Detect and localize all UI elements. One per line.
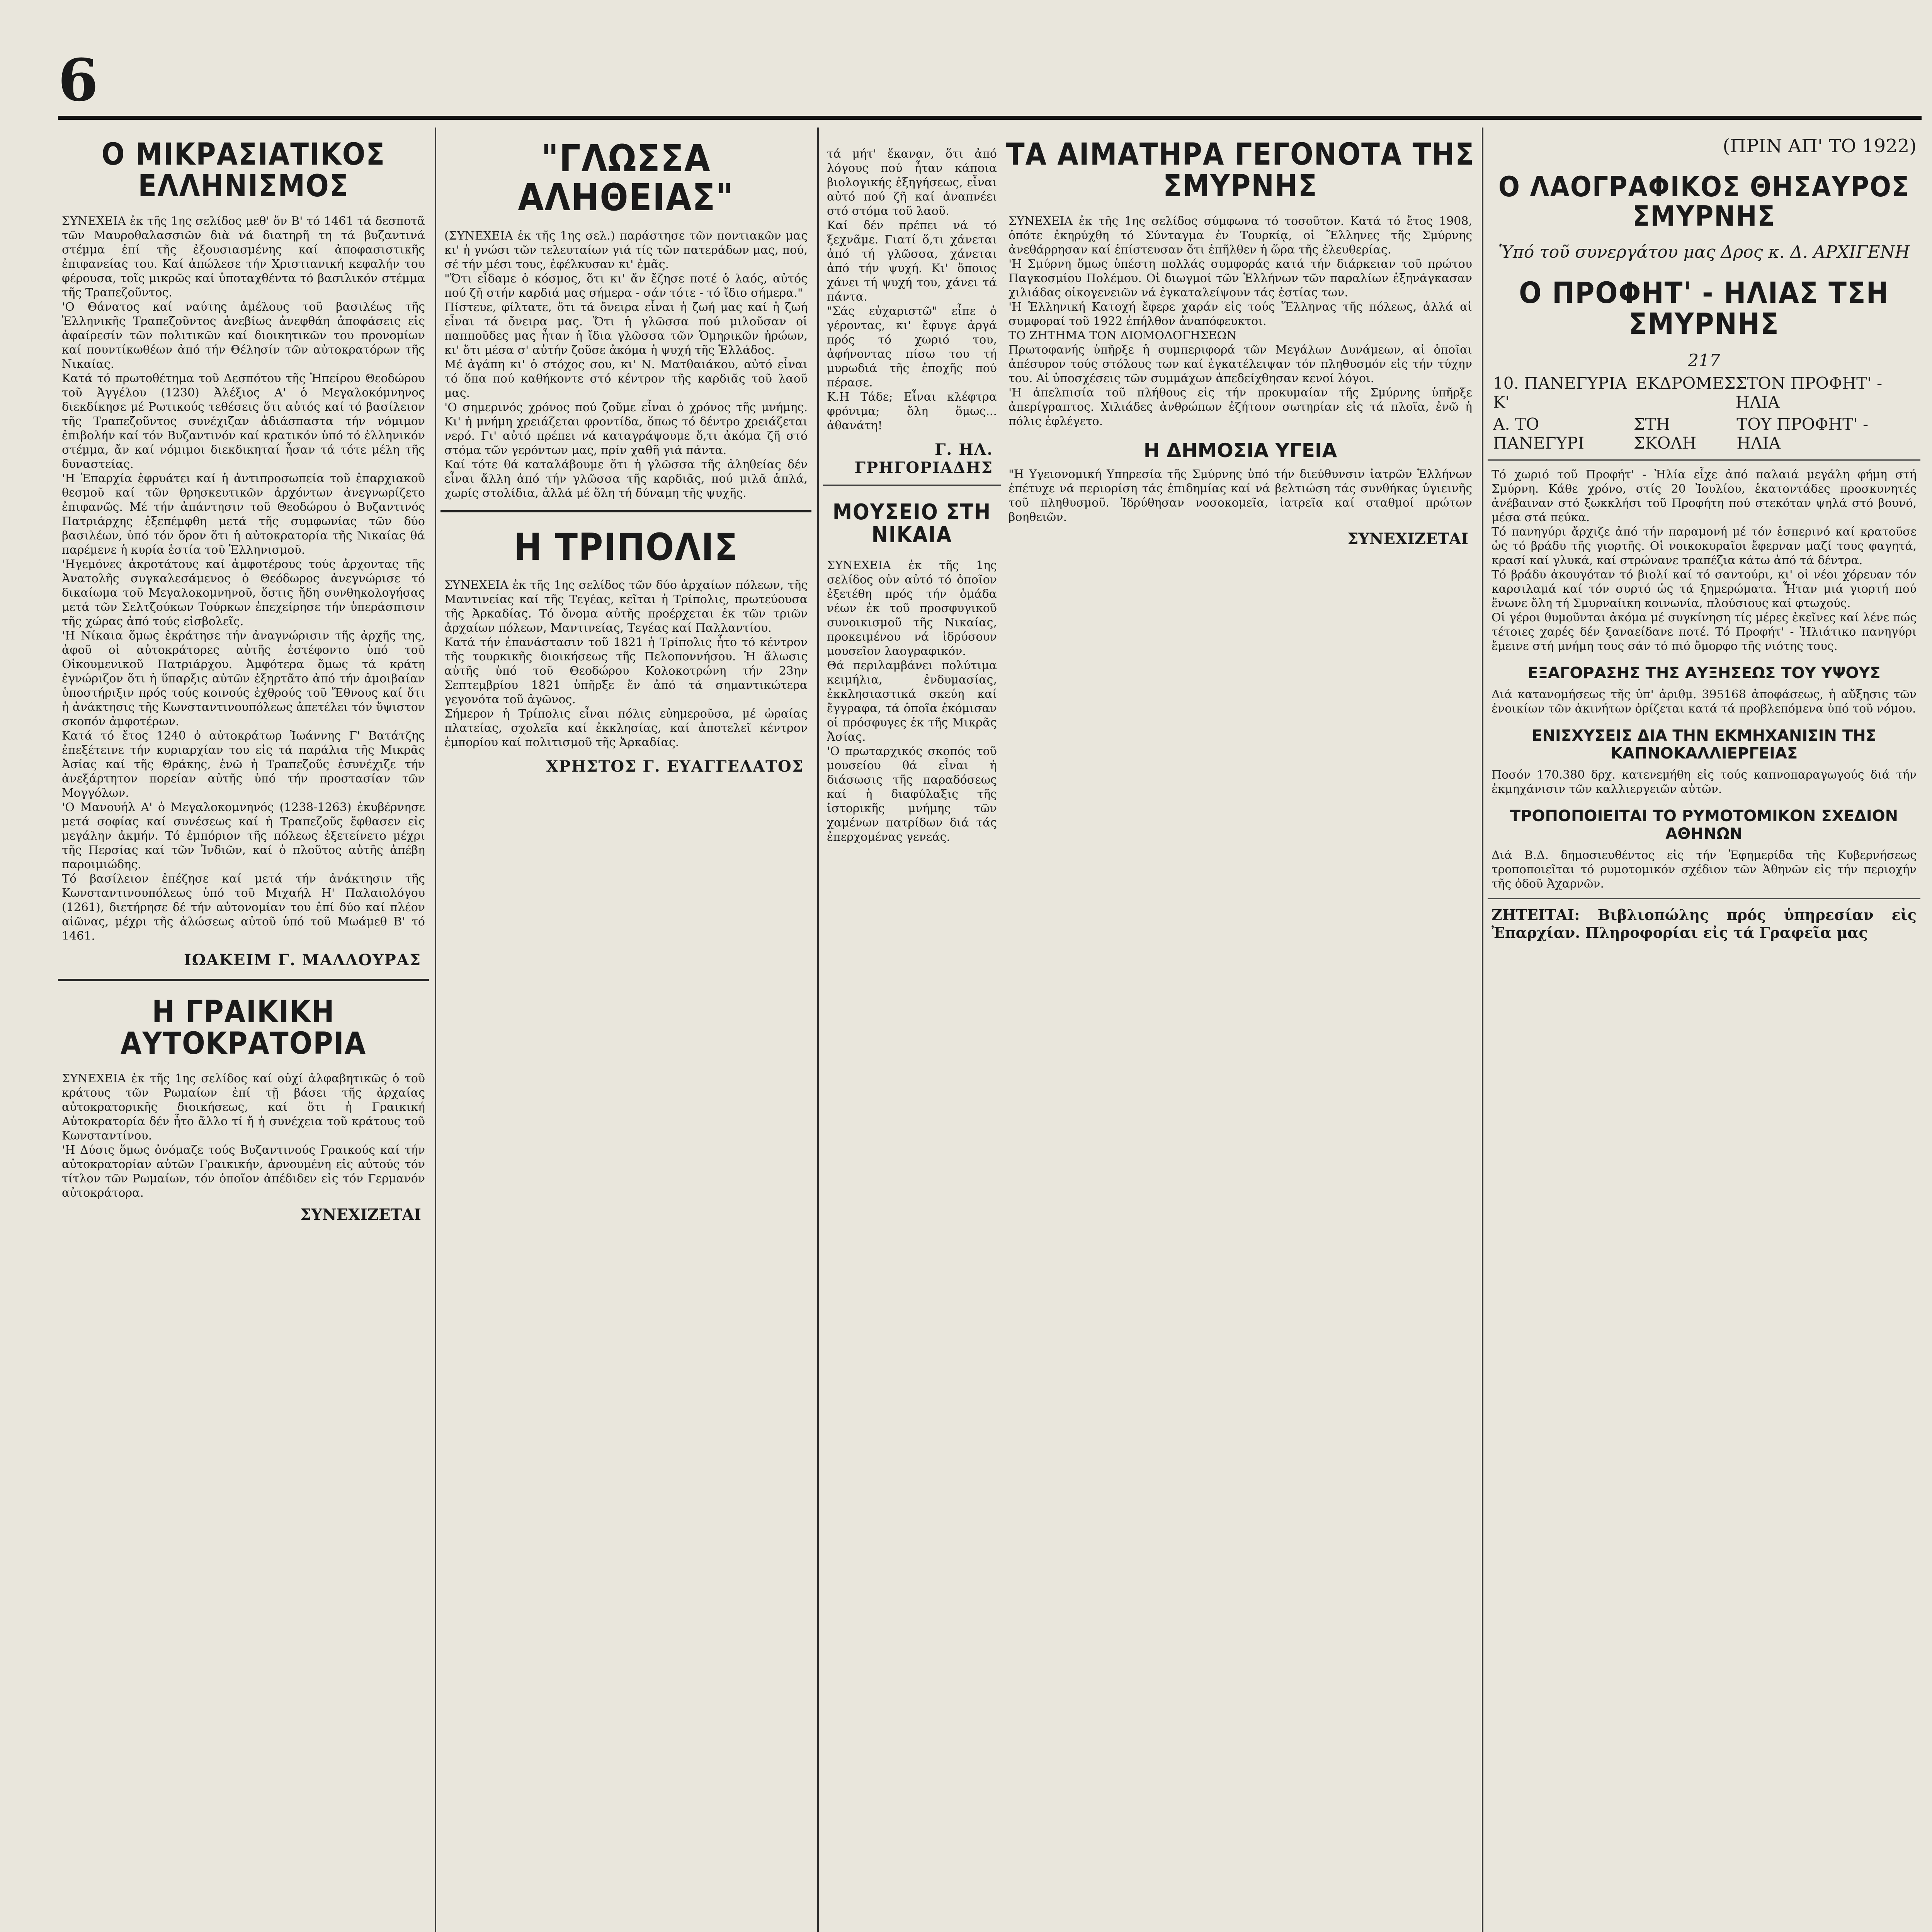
article-body: ΣΥΝΕΧΕΙΑ ἐκ τῆς 1ης σελίδος καί οὐχί ἀλφαβητικῶς ὁ τοῦ κράτους τῶν Ρωμαίων ἐπί τῇ βάσει τῆς ἀρχαίας αὐτοκρατορικῆς διοικήσεως, καί ὅτι ἡ Γραικική Αὐτοκρατορία δέν ἦτο ἄλλο τί ἤ ἡ συνέχεια τοῦ κράτους τοῦ Κωνσταντίνου. 'Η Δύσις ὅμως ὀνόμαζε τούς Βυζαντινούς Γραικούς καί τήν αὐτοκρατορίαν αὐτῶν Γραικικήν, ἀρνουμένη εἰς αὐτούς τόν τίτλον τῶν Ρωμαίων, τόν ὁποῖον ἀπέδιδεν εἰς τόν Γερμανόν αὐτοκράτορα. xyxy=(62,1071,425,1200)
article-body: "Η Υγειονομική Υπηρεσία τῆς Σμύρνης ὑπό τήν διεύθυνσιν ἰατρῶν Ἑλλήνων ἐπέτυχε νά περιορίση τάς ἐπιδημίας καί νά βελτιώση τάς συνθήκας ὑγιεινῆς τοῦ πληθυσμοῦ. Ἱδρύθησαν νοσοκομεῖα, ἰατρεῖα καί σταθμοί πρώτων βοηθειῶν. xyxy=(1009,467,1476,524)
column-mouseio xyxy=(823,124,1001,1932)
table-row xyxy=(1493,415,1915,452)
article-byline: ΙΩΑΚΕΙΜ Γ. ΜΑΛΛΟΥΡΑΣ xyxy=(184,951,421,969)
article-body: ΣΥΝΕΧΕΙΑ ἐκ τῆς 1ης σελίδος τῶν δύο ἀρχαίων πόλεων, τῆς Μαντινείας καί τῆς Τεγέας, κεῖται ἡ Τρίπολις, πρωτεύουσα τῆς Ἀρκαδίας. Τό ὄνομα αὐτῆς προέρχεται ἐκ τῶν τριῶν ἀρχαίων πόλεων, Μαντινείας, Τεγέας καί Παλλαντίου. Κατά τήν ἐπανάστασιν τοῦ 1821 ἡ Τρίπολις ἦτο τό κέντρον τῆς τουρκικῆς διοικήσεως τῆς Πελοποννήσου. Ἡ ἅλωσις αὐτῆς ὑπό τοῦ Θεοδώρου Κολοκοτρώνη τήν 23ην Σεπτεμβρίου 1821 ὑπῆρξε ἕν ἀπό τά σημαντικώτερα γεγονότα τοῦ ἀγῶνος. Σήμερον ἡ Τρίπολις εἶναι πόλις εὐημεροῦσα, μέ ὡραίας πλατείας, σχολεῖα καί ἐκκλησίας, καί ἀποτελεῖ κέντρον ἐμπορίου καί πολιτισμοῦ τῆς Ἀρκαδίας. xyxy=(444,578,808,750)
section-table xyxy=(1488,374,1920,452)
section-subhead: Η ΔΗΜΟΣΙΑ ΥΓΕΙΑ xyxy=(1143,439,1337,462)
column-rule xyxy=(817,128,819,1932)
article-headline: ΜΟΥΣΕΙΟ ΣΤΗ ΝΙΚΑΙΑ xyxy=(832,500,992,548)
article-headline: "ΓΛΩΣΣΑ ΑΛΗΘΕΙΑΣ" xyxy=(518,137,734,219)
column-rule xyxy=(1482,128,1483,1932)
article-byline: Γ. ΗΛ. ΓΡΗΓΟΡΙΑΔΗΣ xyxy=(854,440,993,477)
article-body: ΣΥΝΕΧΕΙΑ ἐκ τῆς 1ης σελίδος οὐν αὐτό τό ὁποῖον ἐξετέθη πρός τήν ὁμάδα νέων ἐκ τοῦ προσφυγικοῦ συνοικισμοῦ τῆς Νικαίας, προκειμένου νά ἱδρύσουν μουσεῖον λαογραφικόν. Θά περιλαμβάνει πολύτιμα κειμήλια, ἐνδυμασίας, ἐκκλησιαστικά σκεύη καί ἔγγραφα, τά ὁποῖα ἐκόμισαν οἱ πρόσφυγες ἐκ τῆς Μικρᾶς Ἀσίας. 'Ο πρωταρχικός σκοπός τοῦ μουσείου θά εἶναι ἡ διάσωσις τῆς παραδόσεως καί ἡ διαφύλαξις τῆς ἱστορικῆς μνήμης τῶν χαμένων πατρίδων διά τάς ἐπερχομένας γενεάς. xyxy=(827,558,997,844)
article-body: Διά Β.Δ. δημοσιευθέντος εἰς τήν Ἐφημερίδα τῆς Κυβερνήσεως τροποποιεῖται τό ρυμοτομικόν σχέδιον τῶν Ἀθηνῶν εἰς τήν περιοχήν τῆς ὁδοῦ Ἀχαρνῶν. xyxy=(1492,848,1920,891)
classified-notice: ΖΗΤΕΙΤΑΙ: Βιβλιοπώλης πρός ὑπηρεσίαν εἰς Ἐπαρχίαν. Πληροφορίαι εἰς τά Γραφεῖα μας xyxy=(1492,906,1922,941)
article-headline: Η ΓΡΑΙΚΙΚΗ ΑΥΤΟΚΡΑΤΟΡΙΑ xyxy=(120,994,367,1061)
section-divider xyxy=(823,485,1001,486)
article-number: 217 xyxy=(1688,350,1720,371)
table-cell: ΕΚΔΡΟΜΕΣ xyxy=(1636,373,1736,393)
article-headline: Ο ΠΡΟΦΗΤ' - ΗΛΙΑΣ ΤΣΗ ΣΜΥΡΝΗΣ xyxy=(1519,276,1889,341)
table-row xyxy=(1493,374,1915,412)
table-cell: ΤΟΥ ΠΡΟΦΗΤ' - ΗΛΙΑ xyxy=(1736,414,1869,452)
section-subhead: ΤΡΟΠΟΠΟΙΕΙΤΑΙ ΤΟ ΡΥΜΟΤΟΜΙΚΟΝ ΣΧΕΔΙΟΝ ΑΘΗΝΩΝ xyxy=(1510,807,1898,843)
column-smyrni-events xyxy=(1005,124,1476,1932)
article-body: (ΣΥΝΕΧΕΙΑ ἐκ τῆς 1ης σελ.) παράστησε τῶν ποντιακῶν μας κι' ἡ γνώσι τῶν τελευταίων γιά τίς τῶν πατεράδων μας, πού, σέ τήν μέσι τους, ἐφέλκυσαν κι' ἐμᾶς. "Ὅτι εἶδαμε ὁ κόσμος, ὅτι κι' ἄν ἔζησε ποτέ ὁ λαός, αὐτός πού ζῆ στήν καρδιά μας σήμερα - σάν τότε - τό ἴδιο σήμερα." Πίστευε, φίλτατε, ὅτι τά ὄνειρα εἶναι ἡ ζωή μας καί ἡ ζωή εἶναι τά ὄνειρα μας. Ὅτι ἡ γλῶσσα πού μιλοῦσαν οἱ παπποῦδες μας ἦταν ἡ ἴδια γλῶσσα τῶν Ὁμηρικῶν ἡρώων, κι' ὅτι μέσα σ' αὐτήν ζοῦσε ἀκόμα ἡ ψυχή τῆς Ἑλλάδος. Μέ ἀγάπη κι' ὁ στόχος σου, κι' Ν. Ματθαιάκου, αὐτό εἶναι τό ὅπα πού καθήκοντε στό κέντρον τῆς καρδιᾶς τοῦ λαοῦ μας. 'Ο σημερινός χρόνος πού ζοῦμε εἶναι ὁ χρόνος τῆς μνήμης. Κι' ἡ μνήμη χρειάζεται φροντίδα, ὅπως τό δέντρο χρειάζεται νερό. Γι' αὐτό πρέπει νά καταγράψουμε ὅ,τι ἀκόμα ζῆ στό στόμα τῶν γερόντων μας, πρίν χαθῆ γιά πάντα. Καί τότε θά καταλάβουμε ὅτι ἡ γλῶσσα τῆς ἀληθείας δέν εἶναι ἄλλη ἀπό τήν γλῶσσα τῆς καρδιᾶς, πού μιλᾶ ἁπλά, χωρίς στολίδια, ἀλλά μέ ὅλη τή δύναμη τῆς ψυχῆς. xyxy=(444,229,808,500)
table-cell: ΣΤΟΝ ΠΡΟΦΗΤ' - ΗΛΙΑ xyxy=(1735,373,1883,412)
article-headline: Ο ΜΙΚΡΑΣΙΑΤΙΚΟΣ ΕΛΛΗΝΙΣΜΟΣ xyxy=(101,137,386,204)
article-body: τά μήτ' ἔκαναν, ὅτι ἀπό λόγους πού ἦταν κάποια βιολογικής ἐξηγήσεως, εἶναι αὐτό πού ζῆ καί ἀναπνέει στό στόμα τοῦ λαοῦ. Καί δέν πρέπει νά τό ξεχνᾶμε. Γιατί ὅ,τι χάνεται ἀπό τή γλῶσσα, χάνεται ἀπό τήν ψυχή. Κι' ὅποιος χάνει τή ψυχή του, χάνει τά πάντα. "Σάς εὐχαριστῶ" εἶπε ὁ γέροντας, κι' ἔφυγε ἀργά πρός τό χωριό του, ἀφήνοντας πίσω του τή μυρωδιά τῆς ἐποχῆς πού πέρασε. Κ.Η Τάδε; Εἶναι κλέφτρα φρόνιμα; ὅλη ὅμως... ἀθανάτη! xyxy=(827,147,997,432)
article-headline: Η ΤΡΙΠΟΛΙΣ xyxy=(514,525,738,569)
article-body: ΣΥΝΕΧΕΙΑ ἐκ τῆς 1ης σελίδος σύμφωνα τό τοσοῦτον. Κατά τό ἔτος 1908, ὁπότε ἐκηρύχθη τό Σύνταγμα ἐν Τουρκίᾳ, οἱ Ἕλληνες τῆς Σμύρνης ἀνεθάρρησαν καί ἐπίστευσαν ὅτι ἐπῆλθεν ἡ ὥρα τῆς ἐλευθερίας. 'Η Σμύρνη ὅμως ὑπέστη πολλάς συμφοράς κατά τήν διάρκειαν τοῦ πρώτου Παγκοσμίου Πολέμου. Οἱ διωγμοί τῶν Ἑλλήνων τῶν παραλίων ἐξηνάγκασαν χιλιάδας οἰκογενειῶν νά ἐγκαταλείψουν τάς ἑστίας των. 'Η Ἑλληνική Κατοχή ἔφερε χαράν εἰς τούς Ἕλληνας τῆς πόλεως, ἀλλά αἱ συμφοραί τοῦ 1922 ἐπήλθον ἀναπόφευκτοι. ΤΟ ΖΗΤΗΜΑ ΤΟΝ ΔΙΟΜΟΛΟΓΗΣΕΩΝ Πρωτοφανής ὑπῆρξε ἡ συμπεριφορά τῶν Μεγάλων Δυνάμεων, αἱ ὁποῖαι ἀπέσυρον τούς στόλους των καί ἐγκατέλειψαν τόν πληθυσμόν εἰς τήν τύχην του. Αἱ ὑποσχέσεις τῶν συμμάχων ἀπεδείχθησαν κενοί λόγοι. 'Η ἀπελπισία τοῦ πλήθους εἰς τήν προκυμαίαν τῆς Σμύρνης ὑπῆρξε ἀπερίγραπτος. Χιλιάδες ἀνθρώπων ἐζήτουν σωτηρίαν εἰς τά πλοῖα, ἐνῶ ἡ πόλις ἐφλέγετο. xyxy=(1009,214,1472,428)
section-tag: (ΠΡΙΝ ΑΠ' ΤΟ 1922) xyxy=(1723,135,1917,157)
section-subhead: ΕΞΑΓΟΡΑΣΗΣ ΤΗΣ ΑΥΞΗΣΕΩΣ ΤΟΥ ΥΨΟΥΣ xyxy=(1527,664,1881,682)
table-cell: ΣΤΗ ΣΚΟΛΗ xyxy=(1633,414,1697,452)
article-byline: ΧΡΗΣΤΟΣ Γ. ΕΥΑΓΓΕΛΑΤΟΣ xyxy=(546,757,804,776)
section-divider xyxy=(58,979,429,981)
article-subtitle: Ὑπό τοῦ συνεργάτου μας Δρος κ. Δ. ΑΡΧΙΓΕΝΗ xyxy=(1498,242,1910,262)
section-divider xyxy=(1488,898,1920,899)
top-rule xyxy=(58,116,1922,120)
article-body: Διά κατανομήσεως τῆς ὑπ' ἀριθμ. 395168 ἀποφάσεως, ἡ αὔξησις τῶν ἐνοικίων τῶν ἀκινήτων ὁρίζεται κατά τά προβλεπόμενα ὑπό τοῦ νόμου. xyxy=(1492,687,1920,716)
table-cell: Α. ΤΟ ΠΑΝΕΓΥΡΙ xyxy=(1493,414,1585,452)
article-body: Ποσόν 170.380 δρχ. κατενεμήθη εἰς τούς καπνοπαραγωγούς διά τήν ἐκμηχάνισιν τῶν καλλιεργειῶν αὐτῶν. xyxy=(1492,768,1920,796)
section-subhead: ΕΝΙΣΧΥΣΕΙΣ ΔΙΑ ΤΗΝ ΕΚΜΗΧΑΝΙΣΙΝ ΤΗΣ ΚΑΠΝΟΚΑΛΛΙΕΡΓΕΙΑΣ xyxy=(1532,726,1876,762)
section-divider xyxy=(440,510,811,512)
column-glossa-alitheias xyxy=(440,124,811,1932)
continued-note: ΣΥΝΕΧΙΖΕΤΑΙ xyxy=(1347,529,1468,548)
continued-note: ΣΥΝΕΧΙΖΕΤΑΙ xyxy=(300,1205,421,1224)
column-mikrasiatikos xyxy=(58,124,429,1932)
article-body: Τό χωριό τοῦ Προφήτ' - Ἠλία εἶχε ἀπό παλαιά μεγάλη φήμη στή Σμύρνη. Κάθε χρόνο, στίς 20 Ἰουλίου, ἑκατοντάδες προσκυνητές ἀνέβαιναν στό ξωκκλήσι τοῦ Προφήτη πού στεκόταν ψηλά στό βουνό, μέσα στά πεύκα. Τό πανηγύρι ἄρχιζε ἀπό τήν παραμονή μέ τόν ἑσπερινό καί κρατοῦσε ὡς τό βράδυ τῆς γιορτῆς. Οἱ νοικοκυραῖοι ἔφερναν μαζί τους φαγητά, κρασί καί γλυκά, καί στρώνανε τραπέζια κάτω ἀπό τά δέντρα. Τό βράδυ ἀκουγόταν τό βιολί καί τό σαντούρι, κι' οἱ νέοι χόρευαν τόν καρσιλαμά καί τόν συρτό ὡς τά ξημερώματα. Ἦταν μιά γιορτή πού ἕνωνε ὅλη τή Σμυρναίικη κοινωνία, πλούσιους καί φτωχούς. Οἱ γέροι θυμοῦνται ἀκόμα μέ συγκίνηση τίς μέρες ἐκεῖνες καί λένε πώς τέτοιες χαρές δέν ξαναείδανε ποτέ. Τό Προφήτ' - Ἠλιάτικο πανηγύρι ἔμεινε στή μνήμη τους σάν τό πιό ὄμορφο τῆς νιότης τους. xyxy=(1492,468,1917,653)
column-laografikos xyxy=(1488,124,1920,1932)
article-headline: ΤΑ ΑΙΜΑΤΗΡΑ ΓΕΓΟΝΟΤΑ ΤΗΣ ΣΜΥΡΝΗΣ xyxy=(1006,137,1475,204)
table-cell: 10. ΠΑΝΕΓΥΡΙΑ Κ' xyxy=(1493,373,1627,412)
column-rule xyxy=(435,128,436,1932)
article-body: ΣΥΝΕΧΕΙΑ ἐκ τῆς 1ης σελίδος μεθ' ὅν Β' τό 1461 τά δεσποτᾶ τῶν Μαυροθαλασσιῶν διὰ νά διατηρῆ τη τά βυζαντινά στέμμα ἐπί τῆς ἐξουσιασμένης καί ἀποφασιστικῆς ἐπιφανείας του. Καί ἀπώλεσε τήν Χριστιανική κεφαλήν του φέρουσα, τοῖς μικρῶς καί ὑποταχθέντα τό βασιλικόν στέμμα τῆς Τραπεζοῦντος. 'Ο Θάνατος καί ναύτης ἀμέλους τοῦ βασιλέως τῆς Ἑλληνικῆς Τραπεζοῦντος ἀνεβίως ἀνεφθάη ἀποφάσεις εἰς ἀφαίρεσίν τῶν πολιτικῶν καί διοικητικῶν του προνομίων καί πουντίκωθέων ἀπό τήν Θέλησίν τῶν αὐτοκρατόρων τῆς Νικαίας. Κατά τό πρωτοθέτημα τοῦ Δεσπότου τῆς Ἠπείρου Θεοδώρου τοῦ Ἀγγέλου (1230) Ἀλέξιος Α' ὁ Μεγαλοκόμνηνος διεκδίκησε μέ Ρωτικούς τεθέσεις ὅτι αὐτός καί τό βασίλειον τῆς Τραπεζοῦντος συνέχιζαν ἀδιάσπαστα τήν νόμιμον ἐπιβολήν καί τόν Βυζαντινόν καί κρατικόν ὑπό τό ἑλληνικόν στέμμα, ἄν καί νόμιμοι διεκδικηταί ἦσαν τά τότε μέλη τῆς δυναστείας. 'Η Ἐπαρχία ἐφρυάτει καί ἡ ἀντιπροσωπεία τοῦ ἐπαρχιακοῦ θεσμοῦ καί τῶν θρησκευτικῶν ἀρχόντων ἀνεγνωρίζετο ἐπιφανῶς. Μέ τήν ἀπάντησιν τοῦ Θεοδώρου ὁ Βυζαντινός Πατριάρχης ἐξεπέμφθη μετά τῆς συμφωνίας τῶν δύο βασιλέων, ὑπό τόν ὅρον ὅτι ἡ αὐτοκρατορία τῆς Νικαίας θά παρέμενε ἡ κυρία ἑστία τοῦ Ἑλληνισμοῦ. 'Ηγεμόνες ἀκροτάτους καί ἀμφοτέρους τούς ἀρχοντας τῆς Ἀνατολῆς συγκαλεσάμενος ὁ Θεόδωρος ἀνεγνώρισε τό δικαίωμα τοῦ Μεγαλοκομνηνοῦ, ὅστις ἤδη συνθηκολογήσας μετά τῶν Σελτζούκων Τούρκων ἐπεχείρησε τήν ὑπεράσπισιν τῆς χώρας ἀπό τούς εἰσβολεῖς. 'Η Νίκαια ὅμως ἐκράτησε τήν ἀναγνώρισιν τῆς ἀρχῆς της, ἀφοῦ οἱ αὐτοκράτορες αὐτῆς ἐστέφοντο ὑπό τοῦ Οἰκουμενικοῦ Πατριάρχου. Ἀμφότερα ὅμως τά κράτη ἐγνώριζον ὅτι ἡ ὕπαρξις αὐτῶν ἐξηρτᾶτο ἀπό τήν ἀμοιβαίαν ὑποστήριξιν πρός τούς κοινούς ἐχθρούς τοῦ Ἔθνους καί ὅτι ἡ ἀνάκτησις τῆς Κωνσταντινουπόλεως ἀπετέλει τόν ὕψιστον σκοπόν ἀμφοτέρων. Κατά τό ἔτος 1240 ὁ αὐτοκράτωρ Ἰωάννης Γ' Βατάτζης ἐπεξέτεινε τήν κυριαρχίαν του εἰς τά παράλια τῆς Μικρᾶς Ἀσίας καί τῆς Θράκης, ἐνῶ ἡ Τραπεζοῦς ἐσυνέχιζε τήν ἀνεξάρτητον πορείαν αὐτῆς ὑπό τήν προστασίαν τῶν Μογγόλων. 'Ο Μανουήλ Α' ὁ Μεγαλοκομνηνός (1238-1263) ἐκυβέρνησε μετά σοφίας καί συνέσεως καί ἡ Τραπεζοῦς ἔφθασεν εἰς μεγάλην ἀκμήν. Τό ἐμπόριον τῆς πόλεως ἐξετείνετο μέχρι τῆς Περσίας καί τῶν Ἰνδιῶν, καί ὁ πλοῦτος αὐτῆς ἀπέβη παροιμιώδης. Τό βασίλειον ἐπέζησε καί μετά τήν ἀνάκτησιν τῆς Κωνσταντινουπόλεως ὑπό τοῦ Μιχαήλ Η' Παλαιολόγου (1261), διετήρησε δέ τήν αὐτονομίαν του ἐπί δύο καί πλέον αἰῶνας, μέχρι τῆς ἁλώσεως αὐτοῦ ὑπό τοῦ Μωάμεθ Β' τό 1461. xyxy=(62,214,425,943)
section-divider xyxy=(1488,459,1920,461)
article-headline: Ο ΛΑΟΓΡΑΦΙΚΟΣ ΘΗΣΑΥΡΟΣ ΣΜΥΡΝΗΣ xyxy=(1498,170,1910,232)
page-number: 6 xyxy=(58,46,99,114)
